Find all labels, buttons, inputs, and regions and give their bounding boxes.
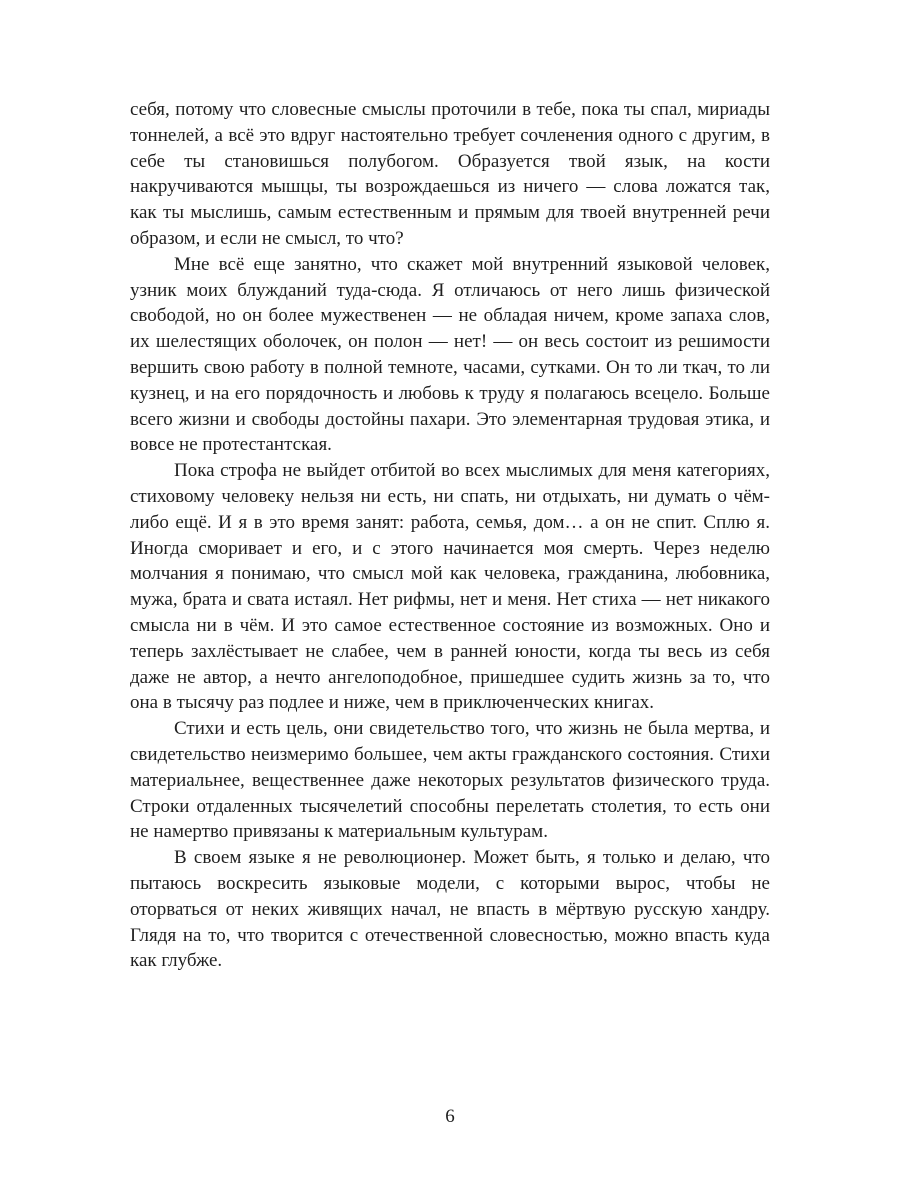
- paragraph: Мне всё еще занятно, что скажет мой внутренний языковой человек, узник моих блужданий туда-сюда. Я отличаюсь от него лишь физической свободой, но он более мужественен — не обладая ничем, кроме запаха слов, их шелестящих оболочек, он полон — нет! — он весь состоит из решимости вершить свою работу в полной темноте, часами, сутками. Он то ли ткач, то ли кузнец, и на его порядочность и любовь к труду я полагаюсь всецело. Больше всего жизни и свободы достойны пахари. Это элементарная трудовая этика, и вовсе не протестантская.: [130, 253, 770, 456]
- paragraph: Пока строфа не выйдет отбитой во всех мыслимых для меня категориях, стиховому человеку нельзя ни есть, ни спать, ни отдыхать, ни думать о чём-либо ещё. И я в это время занят: работа, семья, дом… а он не спит. Сплю я. Иногда сморивает и его, и с этого начинается моя смерть. Через неделю молчания я понимаю, что смысл мой как человека, гражданина, любовника, мужа, брата и свата истаял. Нет рифмы, нет и меня. Нет стиха — нет никакого смысла ни в чём. И это самое естественное состояние из возможных. Оно и теперь захлёстывает не слабее, чем в ранней юности, когда ты весь из себя даже не автор, а нечто ангелоподобное, пришедшее судить жизнь за то, что она в тысячу раз подлее и ниже, чем в приключенческих книгах.: [130, 460, 770, 714]
- paragraph: Стихи и есть цель, они свидетельство того, что жизнь не была мертва, и свидетельство неизмеримо большее, чем акты гражданского состояния. Стихи материальнее, вещественнее даже некоторых результатов физического труда. Строки отдаленных тысячелетий способны перелетать столетия, то есть они не намертво привязаны к материальным культурам.: [130, 718, 770, 843]
- body-text: [130, 97, 770, 974]
- paragraph-continued: себя, потому что словесные смыслы проточили в тебе, пока ты спал, мириады тоннелей, а всё это вдруг настоятельно требует сочленения одного с другим, в себе ты становишься полубогом. Образуется твой язык, на кости накручиваются мышцы, ты возрождаешься из ничего — слова ложатся так, как ты мыслишь, самым естественным и прямым для твоей внутренней речи образом, и если не смысл, то что?: [130, 99, 770, 249]
- page-number: 6: [445, 1106, 455, 1127]
- paragraph: В своем языке я не революционер. Может быть, я только и делаю, что пытаюсь воскресить языковые модели, с которыми вырос, чтобы не оторваться от неких живящих начал, не впасть в мёртвую русскую хандру. Глядя на то, что творится с отечественной словесностью, можно впасть куда как глубже.: [130, 847, 770, 972]
